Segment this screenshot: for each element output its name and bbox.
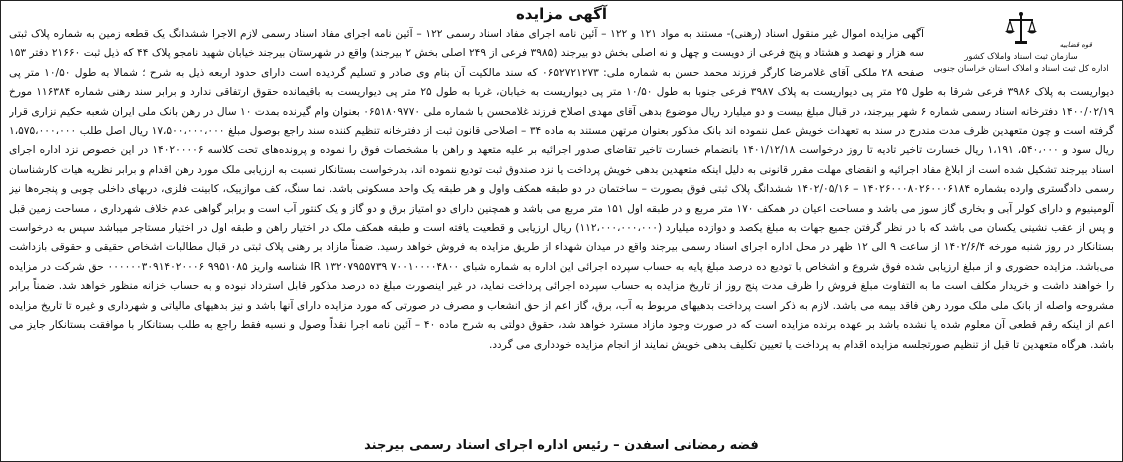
judiciary-caption: قوه قضاییه [1059, 41, 1092, 49]
organization-name: سازمان ثبت اسناد واملاک کشور [964, 52, 1078, 62]
notice-body: آگهی مزایده اموال غیر منقول اسناد (رهنی)- مستند به مواد ۱۲۱ و ۱۲۲ – آئین نامه اجرای مفاد اسناد رسمی ۱۲۲ – آئین نامه اجرای مفاد اسناد رسمی لازم الاجرا ششدانگ یک قطعه زمین به شماره پلاک ثبتی سه هزار و نهصد و هشتاد و پنج فرعی از دویست و چهل و نه اصلی بخش دو بیرجند (۳۹۸۵ فرعی از ۲۴۹ اصلی بخش ۲ بیرجند) واقع در شهرستان بیرجند خیابان شهید نامجو پلاک ۴۴ که ذیل ثبت ۲۱۶۶۰ دفتر ۱۵۳ صفحه ۲۸ ملکی آقای غلامرضا کارگر فرزند محمد حسن به شماره ملی: ۰۶۵۲۷۲۱۲۷۳ که سند مالکیت آن بنام وی صادر و تسلیم گردیده است دارای حدود اربعه ذیل به شرح ؛ شمالا به طول ۱۰/۵۰ متر پی دیواریست به پلاک ۳۹۸۶ فرعی شرقا به طول ۲۵ متر پی دیواریست به پلاک ۳۹۸۷ فرعی جنوبا به طول ۱۰/۵۰ متر پی دیواریست به خیابان، غربا به طول ۲۵ متر پی دیواریست به باقیمانده حقوق ارتفاقی ندارد و برابر سند رهنی شماره ۱۱۶۳۸۴ مورخ ۱۴۰۰/۰۲/۱۹ دفترخانه اسناد رسمی شماره ۶ شهر بیرجند، در قبال مبلغ بیست و دو میلیارد ریال موضوع بدهی آقای مهدی اصلاح فرزند غلامحسن با شماره ملی ۰۶۵۱۸۰۹۷۷۰ بعنوان وام گیرنده بمدت ۱۰ سال در رهن بانک ملی ایران شعبه حکیم نزاری قرار گرفته است و چون متعهدین ظرف مدت مندرج در سند به تعهدات خویش عمل ننموده اند بانک مذکور بعنوان مرتهن مستند به ماده ۳۴ – اصلاحی قانون ثبت از دفترخانه تنظیم کننده سند راجع بوصول مبلغ ۱۷،۵۰۰،۰۰۰،۰۰۰ ریال اصل طلب ۱،۵۷۵،۰۰۰،۰۰۰ ریال سود و ۵۴۰،۰۰۰، ۱،۱۹۱ ریال خسارت تاخیر تادیه تا روز درخواست ۱۴۰۱/۱۲/۱۸ بانضمام خسارت تاخیر تقاضای صدور اجرائیه بر علیه متعهد و راهن با مشخصات فوق را نموده و پرونده‌های تحت کلاسه ۱۴۰۲۰۰۰۰۶ در این خصوص نزد اداره اجرای اسناد بیرجند تشکیل شده است از ابلاغ مفاد اجرائیه و انقضای مهلت مقرر قانونی به دلیل اینکه متعهدین بدهی خویش پرداخت یا نزد صندوق ثبت تودیع ننموده اند، بدرخواست بستانکار نسبت به ارزیابی ملک مورد رهن اقدام و برابر نظریه هیات کارشناسان رسمی دادگستری وارده بشماره ۱۴۰۲۶۰۰۰۸۰۲۶۰۰۰۶۱۸۴ – ۱۴۰۲/۰۵/۱۶ ششدانگ پلاک ثبتی فوق بصورت – ساختمان در دو طبقه همکف واول و هر طبقه یک واحد مسکونی باشد. نما سنگ، کف موازییک، کابینت فلزی، دربهای داخلی چوبی و پنجره‌ها نیز آلومینیوم و دارای کولر آبی و بخاری گاز سوز می باشد و مساحت اعیان در همکف ۱۷۰ متر مربع و در طبقه اول ۱۵۱ متر مربع می باشد و همچنین دارای دو امتیاز برق و دو گاز و یک کنتور آب است و برابر گواهی عدم خلاف شهرداری ، مساحت زمین قبل و پس از عقب نشینی یکسان می باشد که با در نظر گرفتن جمیع جهات به مبلغ یکصد و دوازده میلیارد (۱۱۲،۰۰۰،۰۰۰،۰۰۰) ریال ارزیابی و قطعیت یافته است و طبقه همکف ملک در اختیار راهن و طبقه اول در اختیار مستاجر میباشد سپس به درخواست بستانکار در روز شنبه مورخه ۱۴۰۲/۶/۴ از ساعت ۹ الی ۱۲ ظهر در محل اداره اجرای اسناد رسمی بیرجند واقع در میدان شهداء از طریق مزایده به فروش خواهد رسید. ضمناً مازاد بر رهنی پلاک ثبتی در قبال مطالبات اشخاص حقیقی و حقوقی بازداشت می‌باشد. مزایده حضوری و از مبلغ ارزیابی شده فوق شروع و اشخاص با تودیع ده درصد مبلغ پایه به حساب سپرده اجرائی این اداره به شماره شبای IR ۱۳۲۰۷۹۵۵۷۳۹ ۷۰۰۱۰۰۰۰۴۸۰۰ شناسه واریز ۹۹۵۱۰۸۵ ۰۰۰۰۰۰۳۰۹۱۴۰۲۰۰۰۶ حق شرکت در مزایده را خواهند داشت و خریدار مکلف است ما به التفاوت مبلغ فروش را ظرف مدت پنج روز از تاریخ مزایده به حساب سپرده اجرائی پرداخت نماید، در غیر اینصورت مبلغ ده درصد مذکور قابل استرداد نبوده و به حساب خزانه منظور خواهد شد. ضمناً برابر مشروحه واصله از بانک ملی ملک مورد رهن فاقد بیمه می باشد. لازم به ذکر است پرداخت بدهیهای مربوط به آب، برق، گاز اعم از حق انشعاب و مصرف در صورتی که مورد مزایده دارای آنها باشد و نیز بدهیهای مالیاتی و شهرداری و غیره تا تاریخ مزایده اعم از اینکه رقم قطعی آن معلوم شده یا نشده باشد بر عهده برنده مزایده است که در صورت وجود مازاد مسترد خواهد شد، حقوق دولتی به شرح ماده ۴۰ – آئین نامه اجرا نقداً وصول و نسبه فقط راجع به طلب بستانکار با موافقت بستانکار جایز می باشد. هرگاه متعهدین تا قبل از تنظیم صورتجلسه مزایده اقدام به پرداخت یا تعیین تکلیف بدهی خویش نمایند از انجام مزایده خودداری می گردد. [9, 28, 1114, 351]
logo-spacer [924, 25, 1114, 81]
signature: فضه رمضانی اسفدن – رئیس اداره اجرای اسناد رسمی بیرجند [364, 438, 759, 453]
organization-department: اداره کل ثبت اسناد و املاک استان خراسان جنوبی [933, 64, 1109, 74]
notice-title: آگهی مزایده [515, 5, 608, 23]
notice-body-container [9, 25, 1114, 425]
